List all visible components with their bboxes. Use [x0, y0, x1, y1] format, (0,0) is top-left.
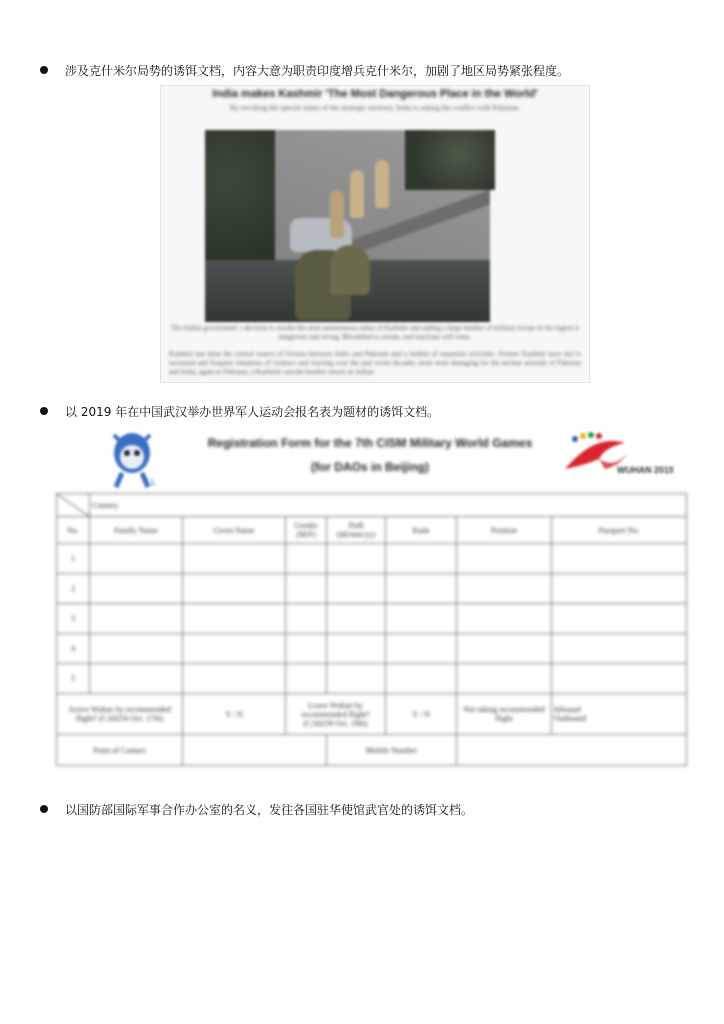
wuhan-games-logo-icon	[555, 429, 673, 483]
kashmir-document-image	[160, 85, 590, 383]
diagonal-cell	[57, 494, 90, 517]
table-row	[57, 604, 687, 634]
row-number: 4	[57, 634, 90, 664]
flight-row	[57, 694, 687, 735]
header-rank: Rank	[386, 517, 457, 544]
leave-wuhan-label: Leave Wuhan by recommended flight? (CA8259 Oct. 19th)	[286, 694, 386, 735]
leave-yn: Y / N	[386, 694, 457, 735]
bullet-dot-icon	[40, 407, 48, 415]
not-taking-flight-label: Not taking recommended flight	[457, 694, 552, 735]
kashmir-doc-caption: The Indian government' s decision to revoke the semi-autonomous status of Kashmir and adding a large number of military troops to the region is dangerous and wrong. Bloodshed is certain, and reactions will come.	[170, 324, 579, 341]
kashmir-doc-title: India makes Kashmir 'The Most Dangerous Place in the World'	[212, 88, 538, 100]
bullet-text-1: 涉及克什米尔局势的诱饵文档，内容大意为职责印度增兵克什米尔，加剧了地区局势紧张程度。	[65, 64, 570, 78]
inbound-outbound-cell	[552, 694, 687, 735]
row-number: 5	[57, 664, 90, 694]
wuhan-logo-text: WUHAN 2019	[617, 465, 673, 475]
bullet-item-1	[40, 63, 569, 79]
bullet-text-3: 以国防部国际军事合作办公室的名义，发往各国驻华使馆武官处的诱饵文档。	[65, 803, 474, 817]
bullet-dot-icon	[40, 66, 48, 74]
form-title	[180, 431, 560, 479]
row-number: 2	[57, 574, 90, 604]
header-family-name: Family Name	[90, 517, 183, 544]
registration-table	[56, 493, 687, 766]
mascot-logo-text: LL	[146, 478, 157, 488]
country-row	[57, 494, 687, 517]
point-of-contact-label: Point of Contact	[57, 735, 183, 766]
outbound-label: Outbound	[554, 714, 586, 723]
row-number: 1	[57, 544, 90, 574]
kashmir-photo	[205, 130, 490, 322]
point-of-contact-value	[183, 735, 327, 766]
header-passport: Passport No.	[552, 517, 687, 544]
mascot-logo-icon	[102, 427, 162, 489]
table-row	[57, 544, 687, 574]
country-label: Country	[90, 494, 687, 517]
registration-form-image	[50, 423, 692, 773]
row-number: 3	[57, 604, 90, 634]
mobile-number-value	[457, 735, 687, 766]
header-dob: DoB (dd/mm/yy)	[327, 517, 386, 544]
header-gender: Gender (M/F)	[286, 517, 327, 544]
bullet-item-2	[40, 404, 439, 420]
bullet-item-3	[40, 802, 473, 818]
arrive-yn: Y / N	[183, 694, 286, 735]
kashmir-doc-subtitle: By revoking the special status of the strategic territory, India is asking the conflict with Pakistan.	[229, 103, 521, 112]
bullet-dot-icon	[40, 805, 48, 813]
table-row	[57, 634, 687, 664]
table-header-row	[57, 517, 687, 544]
table-row	[57, 574, 687, 604]
header-position: Position	[457, 517, 552, 544]
form-title-line-1: Registration Form for the 7th CISM Military World Games	[207, 436, 533, 450]
mobile-number-label: Mobile Number	[327, 735, 457, 766]
arrive-wuhan-label: Arrive Wuhan by recommended flight? (CA8256 Oct. 17th)	[57, 694, 183, 735]
header-no: No.	[57, 517, 90, 544]
kashmir-doc-paragraph: Kashmir has been the central source of friction between India and Pakistan and a hotbed of separatist activities. Former Kashmir have led to increased and frequent situations of violence and reacting over the past seven decades, most most damaging for the nuclear arsenals of Pakistan and India, again in February, a Kashmiri suicide bomber struck an Indian	[169, 350, 581, 376]
bullet-text-2: 以 2019 年在中国武汉举办世界军人运动会报名表为题材的诱饵文档。	[65, 405, 440, 419]
contact-row	[57, 735, 687, 766]
form-title-line-2: (for DAOs in Beijing)	[311, 460, 429, 474]
inbound-label: Inbound	[554, 705, 581, 714]
header-given-name: Given Name	[183, 517, 286, 544]
table-row	[57, 664, 687, 694]
